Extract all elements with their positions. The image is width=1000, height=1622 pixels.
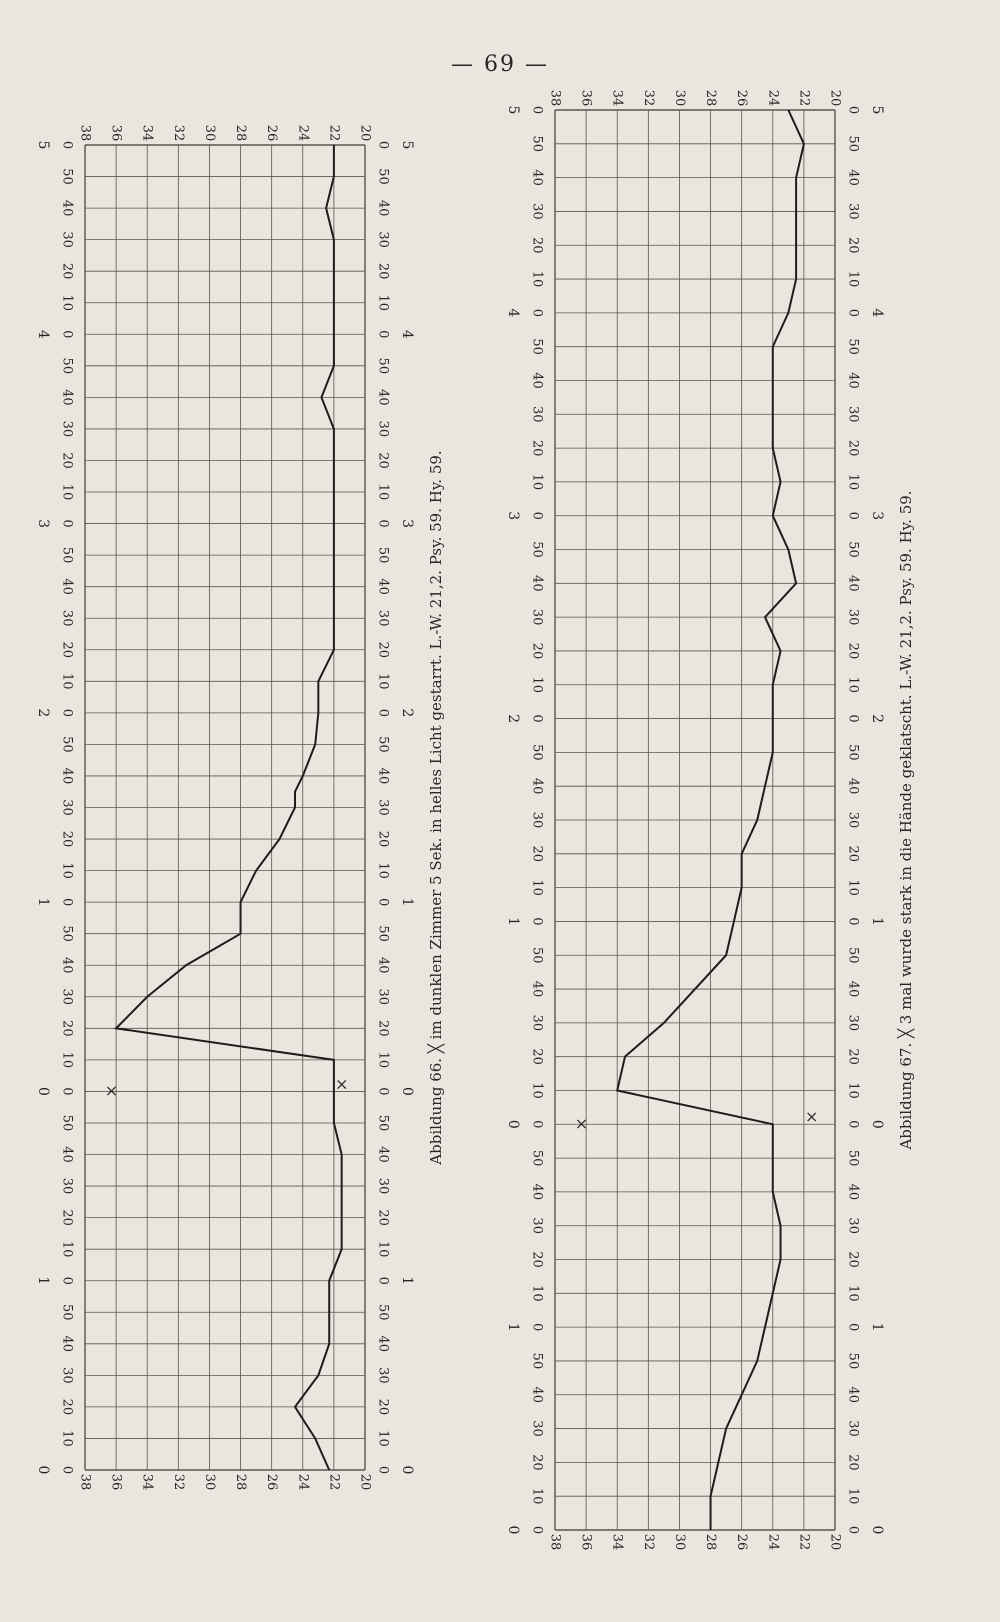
y-tick-label: 24 (765, 1533, 781, 1551)
minute-label: 3 (35, 519, 51, 529)
y-tick-label: 36 (578, 89, 594, 107)
x-tick-label: 30 (375, 1177, 391, 1195)
x-tick-label: 20 (59, 452, 75, 469)
x-tick-label: 30 (59, 609, 75, 627)
y-tick-label: 22 (326, 1473, 342, 1491)
y-tick-label: 26 (734, 1533, 750, 1551)
x-tick-label: 50 (529, 1149, 545, 1167)
stimulus-marker: × (334, 1074, 349, 1094)
x-tick-label: 0 (845, 105, 861, 115)
x-tick-label: 0 (59, 898, 75, 907)
x-tick-label: 50 (529, 1352, 545, 1370)
x-tick-label: 0 (375, 519, 391, 528)
y-tick-label: 26 (734, 89, 750, 107)
minute-label: 1 (505, 916, 521, 926)
x-tick-label: 10 (845, 676, 861, 694)
y-tick-label: 30 (201, 124, 217, 142)
x-tick-label: 20 (59, 1209, 75, 1226)
minute-label: 5 (869, 105, 885, 115)
x-tick-label: 10 (845, 1487, 861, 1505)
x-tick-label: 20 (845, 236, 861, 254)
x-tick-label: 50 (845, 135, 861, 153)
x-tick-label: 10 (59, 1430, 75, 1447)
x-tick-label: 40 (59, 1146, 75, 1163)
y-tick-label: 36 (108, 1473, 124, 1491)
x-tick-label: 40 (59, 389, 75, 406)
x-tick-label: 40 (845, 169, 861, 186)
x-tick-label: 20 (59, 641, 75, 659)
y-tick-label: 28 (703, 89, 719, 107)
x-tick-label: 0 (375, 898, 391, 907)
x-tick-label: 20 (529, 845, 545, 863)
x-tick-label: 50 (375, 1114, 391, 1132)
x-tick-label: 20 (375, 1209, 391, 1226)
x-tick-label: 0 (375, 1276, 391, 1285)
x-tick-label: 40 (375, 1146, 391, 1163)
x-tick-label: 0 (375, 140, 391, 150)
x-tick-label: 30 (375, 231, 391, 248)
minute-label: 4 (35, 329, 51, 339)
x-tick-label: 30 (529, 1420, 545, 1437)
y-tick-label: 20 (827, 89, 843, 107)
x-tick-label: 20 (375, 641, 391, 659)
x-tick-label: 50 (375, 1303, 391, 1321)
x-tick-label: 50 (845, 1149, 861, 1167)
x-tick-label: 20 (845, 439, 861, 457)
x-tick-label: 10 (529, 270, 545, 288)
x-tick-label: 20 (59, 1020, 75, 1037)
grid (85, 145, 365, 1470)
x-tick-label: 40 (529, 1183, 545, 1201)
x-tick-label: 50 (375, 925, 391, 942)
x-tick-label: 10 (845, 879, 861, 896)
x-tick-label: 20 (59, 830, 75, 848)
x-tick-label: 50 (529, 338, 545, 355)
x-tick-label: 50 (375, 736, 391, 753)
y-tick-label: 38 (547, 89, 563, 107)
x-tick-label: 10 (59, 1240, 75, 1258)
minute-label: 0 (505, 1119, 521, 1129)
x-tick-label: 10 (375, 294, 391, 312)
x-tick-label: 20 (529, 439, 545, 457)
x-tick-label: 10 (59, 483, 75, 501)
y-tick-label: 34 (139, 1473, 155, 1491)
x-tick-label: 20 (375, 262, 391, 280)
figure-66-chart (30, 120, 470, 1560)
x-tick-label: 10 (375, 673, 391, 690)
x-tick-label: 30 (845, 1014, 861, 1032)
x-tick-label: 10 (59, 1051, 75, 1069)
x-tick-label: 0 (59, 140, 75, 150)
minute-label: 3 (505, 511, 521, 521)
x-tick-label: 40 (529, 980, 545, 998)
x-tick-label: 0 (59, 708, 75, 717)
x-tick-label: 30 (375, 799, 391, 816)
x-tick-label: 50 (529, 541, 545, 558)
x-tick-label: 30 (845, 1420, 861, 1437)
x-tick-label: 10 (375, 483, 391, 501)
x-tick-label: 50 (529, 946, 545, 964)
minute-label: 0 (505, 1525, 521, 1535)
x-tick-label: 0 (375, 1087, 391, 1096)
figure-67 (505, 89, 950, 1580)
x-tick-label: 50 (59, 1303, 75, 1321)
x-tick-label: 40 (845, 1183, 861, 1201)
x-tick-label: 20 (375, 1020, 391, 1037)
x-tick-label: 10 (375, 862, 391, 879)
y-tick-label: 24 (765, 89, 781, 107)
x-tick-label: 30 (59, 1177, 75, 1195)
x-tick-label: 20 (375, 452, 391, 469)
x-tick-label: 10 (529, 1082, 545, 1099)
x-tick-label: 30 (59, 420, 75, 438)
x-tick-label: 40 (59, 956, 75, 974)
y-tick-label: 26 (264, 124, 280, 142)
x-tick-label: 10 (845, 473, 861, 491)
x-tick-label: 40 (375, 1335, 391, 1353)
stimulus-marker: × (804, 1107, 819, 1127)
x-tick-label: 40 (375, 956, 391, 974)
y-tick-label: 28 (233, 124, 249, 142)
x-tick-label: 40 (845, 372, 861, 389)
x-tick-label: 30 (529, 203, 545, 220)
x-tick-label: 40 (375, 578, 391, 595)
x-tick-label: 0 (59, 1276, 75, 1285)
x-tick-label: 0 (375, 708, 391, 717)
x-tick-label: 50 (59, 736, 75, 753)
x-tick-label: 0 (845, 308, 861, 317)
x-tick-label: 30 (845, 406, 861, 423)
x-tick-label: 0 (845, 1323, 861, 1332)
x-tick-label: 0 (529, 308, 545, 317)
x-tick-label: 20 (845, 642, 861, 660)
minute-label: 1 (35, 897, 51, 907)
x-tick-label: 20 (845, 845, 861, 863)
x-tick-label: 20 (59, 262, 75, 280)
x-tick-label: 40 (529, 169, 545, 186)
x-tick-label: 40 (529, 1386, 545, 1404)
x-tick-label: 0 (375, 330, 391, 339)
y-tick-label: 32 (640, 89, 656, 107)
y-tick-label: 34 (139, 124, 155, 142)
page-number: — 69 — (451, 52, 549, 77)
x-tick-label: 50 (59, 357, 75, 375)
minute-label: 2 (399, 708, 415, 718)
y-tick-label: 30 (671, 89, 687, 107)
x-tick-label: 0 (529, 1323, 545, 1332)
x-tick-label: 20 (529, 1251, 545, 1268)
minute-label: 1 (505, 1322, 521, 1332)
x-tick-label: 10 (375, 1430, 391, 1447)
x-tick-label: 0 (845, 917, 861, 926)
x-tick-label: 40 (375, 199, 391, 217)
x-tick-label: 0 (59, 1465, 75, 1475)
minute-label: 1 (869, 1322, 885, 1332)
minute-label: 4 (869, 308, 885, 318)
x-tick-label: 0 (529, 1120, 545, 1129)
y-tick-label: 34 (609, 1533, 625, 1551)
x-tick-label: 10 (59, 294, 75, 312)
x-tick-label: 20 (375, 1398, 391, 1416)
x-tick-label: 50 (845, 946, 861, 964)
x-tick-label: 50 (529, 744, 545, 761)
x-tick-label: 0 (845, 511, 861, 520)
y-tick-label: 24 (295, 124, 311, 142)
x-tick-label: 40 (529, 372, 545, 389)
x-tick-label: 40 (59, 1335, 75, 1353)
x-tick-label: 30 (845, 203, 861, 220)
x-tick-label: 20 (529, 642, 545, 660)
x-tick-label: 40 (59, 578, 75, 595)
x-tick-label: 40 (845, 575, 861, 592)
x-tick-label: 30 (845, 1217, 861, 1234)
x-tick-label: 30 (59, 799, 75, 816)
x-tick-label: 50 (375, 168, 391, 185)
y-tick-label: 38 (77, 1473, 93, 1491)
y-tick-label: 38 (77, 124, 93, 142)
minute-label: 0 (35, 1086, 51, 1096)
x-tick-label: 50 (529, 135, 545, 153)
stimulus-marker: × (574, 1113, 589, 1133)
minute-label: 4 (399, 329, 415, 339)
x-tick-label: 50 (375, 357, 391, 375)
x-tick-label: 40 (59, 199, 75, 217)
y-tick-label: 32 (170, 1473, 186, 1491)
x-tick-label: 40 (845, 1386, 861, 1404)
x-tick-label: 30 (375, 988, 391, 1006)
x-tick-label: 0 (375, 1465, 391, 1475)
x-tick-label: 40 (375, 389, 391, 406)
x-tick-label: 50 (59, 168, 75, 185)
y-tick-label: 36 (108, 124, 124, 142)
grid (555, 110, 835, 1530)
figure-66 (30, 120, 470, 1560)
y-tick-label: 34 (609, 89, 625, 107)
minute-label: 0 (399, 1465, 415, 1475)
x-tick-label: 50 (845, 744, 861, 761)
x-tick-label: 40 (59, 767, 75, 785)
minute-label: 1 (35, 1276, 51, 1286)
y-tick-label: 32 (170, 124, 186, 142)
x-tick-label: 0 (529, 105, 545, 115)
x-tick-label: 30 (529, 811, 545, 829)
minute-label: 5 (505, 105, 521, 115)
y-tick-label: 30 (201, 1473, 217, 1491)
x-tick-label: 10 (529, 1487, 545, 1505)
x-tick-label: 20 (845, 1048, 861, 1065)
minute-label: 3 (869, 511, 885, 521)
x-tick-label: 20 (529, 1454, 545, 1471)
minute-label: 1 (869, 916, 885, 926)
x-tick-label: 40 (375, 767, 391, 785)
x-tick-label: 10 (845, 270, 861, 288)
x-tick-label: 40 (845, 777, 861, 795)
x-tick-label: 50 (59, 925, 75, 942)
y-tick-label: 20 (357, 124, 373, 142)
x-tick-label: 30 (59, 988, 75, 1006)
x-tick-label: 10 (59, 862, 75, 879)
y-tick-label: 28 (233, 1473, 249, 1491)
x-tick-label: 20 (529, 236, 545, 254)
x-tick-label: 30 (375, 609, 391, 627)
minute-label: 4 (505, 308, 521, 318)
x-tick-label: 30 (375, 1367, 391, 1384)
y-tick-label: 38 (547, 1533, 563, 1551)
x-tick-label: 50 (845, 1352, 861, 1370)
figure-caption: Abbildung 66. ╳ im dunklen Zimmer 5 Sek. in helles Licht gestarrt. L.-W. 21,2. Psy. 59. Hy. 59. (427, 450, 445, 1165)
minute-label: 5 (35, 140, 51, 150)
y-tick-label: 20 (357, 1473, 373, 1491)
x-tick-label: 10 (529, 473, 545, 491)
x-tick-label: 10 (59, 673, 75, 690)
minute-label: 2 (35, 708, 51, 718)
x-tick-label: 30 (529, 1014, 545, 1032)
y-tick-label: 32 (640, 1533, 656, 1551)
x-tick-label: 0 (529, 917, 545, 926)
x-tick-label: 30 (529, 406, 545, 423)
minute-label: 0 (35, 1465, 51, 1475)
x-tick-label: 0 (845, 1525, 861, 1535)
x-tick-label: 0 (529, 1525, 545, 1535)
x-tick-label: 10 (845, 1082, 861, 1099)
minute-label: 5 (399, 140, 415, 150)
x-tick-label: 0 (529, 714, 545, 723)
minute-label: 3 (399, 519, 415, 529)
y-tick-label: 22 (326, 124, 342, 142)
x-tick-label: 10 (375, 1240, 391, 1258)
x-tick-label: 50 (845, 541, 861, 558)
x-tick-label: 0 (59, 1087, 75, 1096)
x-tick-label: 20 (529, 1048, 545, 1065)
x-tick-label: 0 (59, 330, 75, 339)
x-tick-label: 0 (845, 1120, 861, 1129)
y-tick-label: 30 (671, 1533, 687, 1551)
x-tick-label: 50 (845, 338, 861, 355)
minute-label: 0 (869, 1525, 885, 1535)
x-tick-label: 10 (529, 879, 545, 896)
figure-caption: Abbildung 67. ╳ 3 mal wurde stark in die Hände geklatscht. L.-W. 21,2. Psy. 59. Hy. 59. (897, 490, 915, 1150)
y-tick-label: 36 (578, 1533, 594, 1551)
y-tick-label: 24 (295, 1473, 311, 1491)
x-tick-label: 10 (375, 1051, 391, 1069)
x-tick-label: 30 (845, 608, 861, 626)
x-tick-label: 20 (59, 1398, 75, 1416)
x-tick-label: 20 (845, 1454, 861, 1471)
x-tick-label: 40 (529, 777, 545, 795)
x-tick-label: 20 (375, 830, 391, 848)
x-tick-label: 50 (59, 1114, 75, 1132)
x-tick-label: 40 (529, 575, 545, 592)
y-tick-label: 22 (796, 89, 812, 107)
minute-label: 1 (399, 1276, 415, 1286)
x-tick-label: 10 (529, 676, 545, 694)
minute-label: 0 (869, 1119, 885, 1129)
x-tick-label: 30 (375, 420, 391, 438)
minute-label: 0 (399, 1086, 415, 1096)
y-tick-label: 28 (703, 1533, 719, 1551)
x-tick-label: 30 (845, 811, 861, 829)
x-tick-label: 30 (59, 231, 75, 248)
figure-67-chart (505, 89, 950, 1580)
y-tick-label: 26 (264, 1473, 280, 1491)
x-tick-label: 0 (529, 511, 545, 520)
x-tick-label: 20 (845, 1251, 861, 1268)
x-tick-label: 30 (59, 1367, 75, 1384)
x-tick-label: 40 (845, 980, 861, 998)
y-tick-label: 20 (827, 1533, 843, 1551)
x-tick-label: 50 (375, 546, 391, 564)
x-tick-label: 0 (59, 519, 75, 528)
x-tick-label: 30 (529, 1217, 545, 1234)
x-tick-label: 30 (529, 608, 545, 626)
minute-label: 1 (399, 897, 415, 907)
minute-label: 2 (505, 714, 521, 724)
x-tick-label: 10 (845, 1285, 861, 1302)
x-tick-label: 10 (529, 1285, 545, 1302)
stimulus-marker: × (104, 1080, 119, 1100)
minute-label: 2 (869, 714, 885, 724)
x-tick-label: 0 (845, 714, 861, 723)
x-tick-label: 50 (59, 546, 75, 564)
y-tick-label: 22 (796, 1533, 812, 1551)
